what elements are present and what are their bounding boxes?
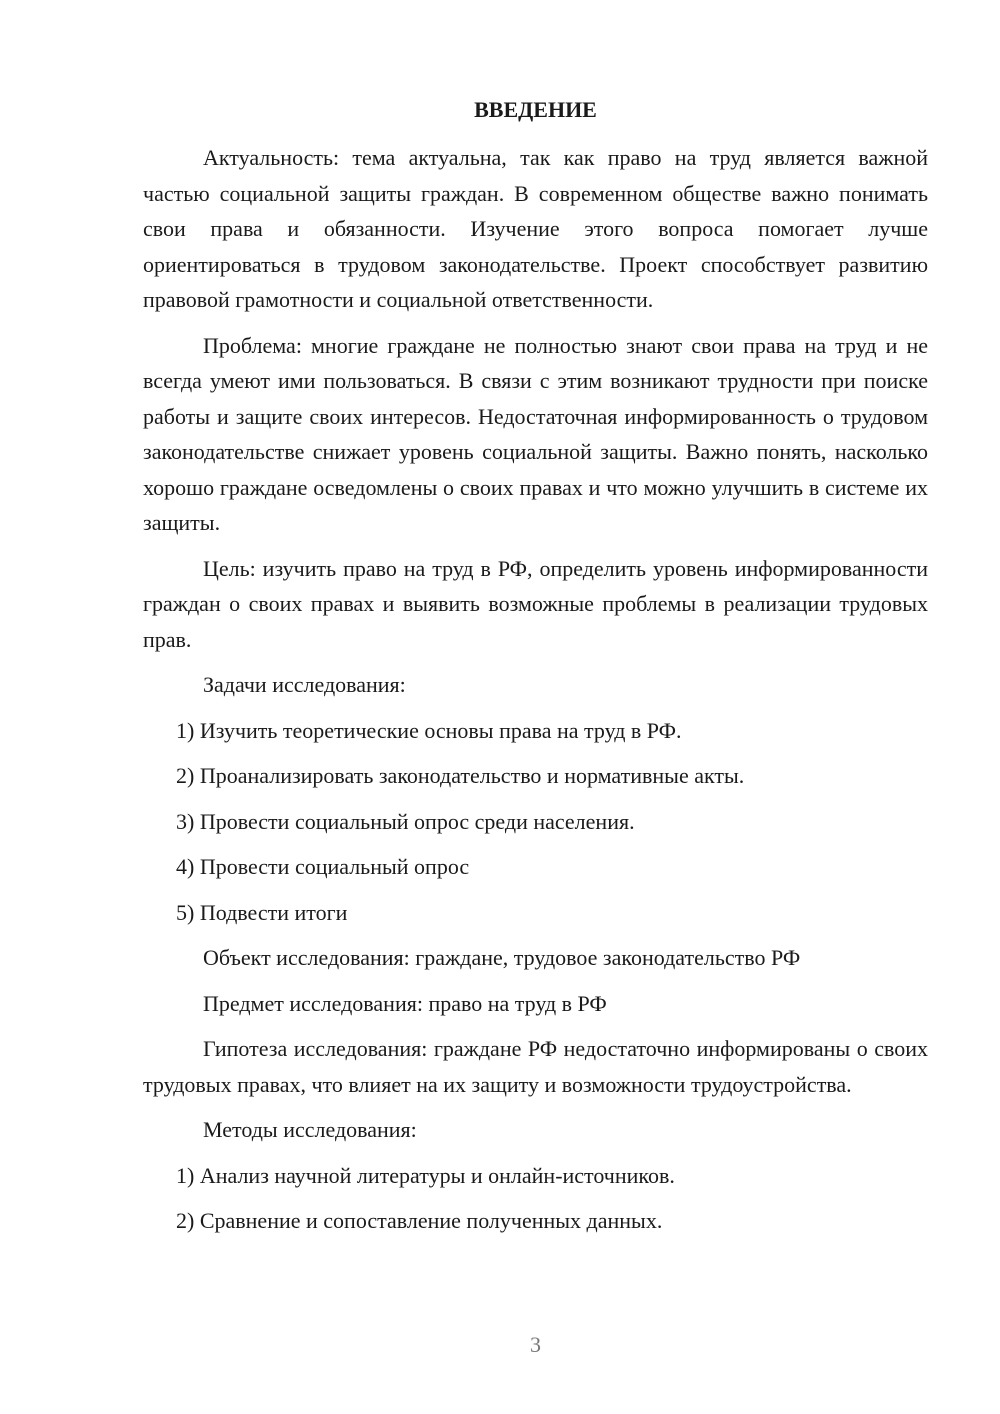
problem-paragraph: Проблема: многие граждане не полностью знают свои права на труд и не всегда умеют ими пользоваться. В связи с этим возникают трудности при поиске работы и защите своих интересов. Недостаточная информированность о трудовом законодательстве снижает уровень социальной защиты. Важно понять, насколько хорошо граждане осведомлены о своих правах и что можно улучшить в системе их защиты.	[143, 332, 928, 535]
section-title: ВВЕДЕНИЕ	[474, 97, 597, 122]
task-item: 3) Провести социальный опрос среди населения.	[176, 808, 635, 834]
page-number: 3	[530, 1332, 541, 1357]
object-paragraph: Объект исследования: граждане, трудовое законодательство РФ	[203, 945, 801, 970]
relevance-paragraph: Актуальность: тема актуальна, так как право на труд является важной частью социальной защиты граждан. В современном обществе важно понимать свои права и обязанности. Изучение этого вопроса помогает лучше ориентироваться в трудовом законодательстве. Проект способствует развитию правовой грамотности и социальной ответственности.	[143, 145, 928, 312]
page-content	[143, 94, 928, 1249]
method-item: 1) Анализ научной литературы и онлайн-источников.	[176, 1162, 675, 1188]
method-item: 2) Сравнение и сопоставление полученных данных.	[176, 1208, 663, 1233]
subject-paragraph: Предмет исследования: право на труд в РФ	[203, 990, 607, 1016]
task-item: 2) Проанализировать законодательство и нормативные акты.	[176, 763, 745, 788]
task-item: 5) Подвести итоги	[176, 899, 348, 925]
methods-heading: Методы исследования:	[203, 1117, 417, 1142]
hypothesis-paragraph: Гипотеза исследования: граждане РФ недостаточно информированы о своих трудовых правах, что влияет на их защиту и возможности трудоустройства.	[143, 1036, 928, 1097]
task-item: 4) Провести социальный опрос	[176, 854, 470, 879]
tasks-heading: Задачи исследования:	[203, 672, 406, 697]
goal-paragraph: Цель: изучить право на труд в РФ, определить уровень информированности граждан о своих правах и выявить возможные проблемы в реализации трудовых прав.	[143, 555, 928, 652]
task-item: 1) Изучить теоретические основы права на труд в РФ.	[176, 717, 682, 743]
